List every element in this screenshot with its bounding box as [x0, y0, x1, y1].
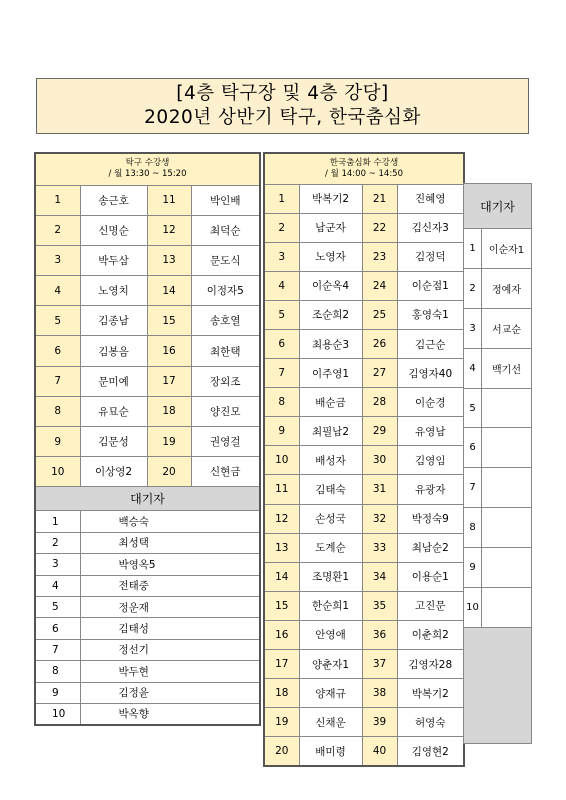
waiting-name: 박옥향	[80, 703, 260, 724]
student-name: 박복기2	[397, 679, 464, 708]
student-name: 배미령	[299, 737, 362, 766]
student-number: 26	[362, 329, 397, 358]
student-number: 6	[35, 336, 80, 366]
student-number: 16	[264, 620, 299, 649]
table-row	[264, 475, 464, 504]
waiting-row	[464, 308, 532, 348]
student-name: 권영걸	[191, 427, 260, 457]
waiting-name: 백승숙	[80, 511, 260, 532]
student-number: 10	[35, 457, 80, 487]
table-row	[264, 271, 464, 300]
student-number: 14	[264, 562, 299, 591]
waiting-number: 7	[35, 639, 80, 660]
student-name: 최덕순	[191, 215, 260, 245]
koreandance-waiting-header: 대기자	[464, 184, 532, 229]
student-number: 15	[264, 591, 299, 620]
waiting-number: 7	[464, 468, 482, 508]
student-name: 이주영1	[299, 359, 362, 388]
koreandance-header-title: 한국춤심화 수강생	[329, 157, 399, 168]
student-number: 35	[362, 591, 397, 620]
table-row	[264, 620, 464, 649]
student-name: 안영애	[299, 620, 362, 649]
table-row	[264, 300, 464, 329]
waiting-number: 10	[464, 588, 482, 628]
waiting-name: 박두현	[80, 661, 260, 682]
waiting-number: 1	[35, 511, 80, 532]
waiting-name: 이순자1	[482, 229, 532, 269]
table-row	[264, 242, 464, 271]
student-number: 12	[147, 215, 191, 245]
table-row	[264, 417, 464, 446]
student-name: 고진문	[397, 591, 464, 620]
table-row	[35, 427, 260, 457]
student-name: 김신자3	[397, 213, 464, 242]
table-row	[264, 184, 464, 213]
waiting-name	[482, 548, 532, 588]
student-name: 양재규	[299, 679, 362, 708]
student-name: 이순옥4	[299, 271, 362, 300]
table-row	[35, 215, 260, 245]
waiting-name: 백기선	[482, 348, 532, 388]
student-number: 3	[35, 245, 80, 275]
table-row	[35, 245, 260, 275]
student-name: 문도식	[191, 245, 260, 275]
student-number: 16	[147, 336, 191, 366]
student-number: 10	[264, 446, 299, 475]
table-row	[35, 366, 260, 396]
waiting-row	[464, 229, 532, 269]
student-name: 노영치	[80, 276, 147, 306]
student-name: 김근순	[397, 329, 464, 358]
waiting-number: 3	[35, 554, 80, 575]
student-number: 37	[362, 650, 397, 679]
waiting-number: 6	[35, 618, 80, 639]
student-number: 29	[362, 417, 397, 446]
waiting-filler	[464, 627, 532, 743]
student-name: 김봉음	[80, 336, 147, 366]
student-number: 2	[35, 215, 80, 245]
waiting-number: 5	[35, 596, 80, 617]
waiting-name	[482, 508, 532, 548]
student-name: 박인배	[191, 185, 260, 215]
table-row	[264, 329, 464, 358]
page-title: [4층 탁구장 및 4층 강당]	[176, 83, 389, 104]
student-name: 남군자	[299, 213, 362, 242]
student-name: 김종남	[80, 306, 147, 336]
waiting-row	[464, 348, 532, 388]
table-row	[35, 336, 260, 366]
student-number: 24	[362, 271, 397, 300]
student-number: 5	[264, 300, 299, 329]
tabletennis-header	[35, 153, 260, 185]
student-number: 6	[264, 329, 299, 358]
student-number: 9	[35, 427, 80, 457]
koreandance-header-time: / 월 14:00 ~ 14:50	[325, 168, 403, 179]
student-name: 박복기2	[299, 184, 362, 213]
waiting-number: 3	[464, 308, 482, 348]
student-name: 이순경	[397, 388, 464, 417]
student-name: 이순점1	[397, 271, 464, 300]
waiting-row	[464, 268, 532, 308]
student-number: 31	[362, 475, 397, 504]
waiting-row	[35, 661, 260, 682]
student-name: 최남순2	[397, 533, 464, 562]
student-number: 18	[147, 396, 191, 426]
waiting-number: 8	[464, 508, 482, 548]
table-tabletennis	[34, 152, 261, 726]
waiting-name: 김태성	[80, 618, 260, 639]
table-row	[264, 562, 464, 591]
student-number: 40	[362, 737, 397, 766]
koreandance-header	[264, 153, 464, 184]
waiting-number: 4	[35, 575, 80, 596]
table-row	[35, 306, 260, 336]
waiting-number: 5	[464, 388, 482, 428]
waiting-row	[35, 511, 260, 532]
waiting-row	[35, 554, 260, 575]
waiting-name	[482, 468, 532, 508]
student-number: 39	[362, 708, 397, 737]
table-row	[35, 457, 260, 487]
student-number: 20	[147, 457, 191, 487]
table-koreandance	[263, 152, 465, 767]
student-name: 문미예	[80, 366, 147, 396]
student-name: 박두삼	[80, 245, 147, 275]
student-name: 유광자	[397, 475, 464, 504]
waiting-row	[35, 682, 260, 703]
waiting-row	[35, 639, 260, 660]
waiting-number: 6	[464, 428, 482, 468]
waiting-number: 2	[464, 268, 482, 308]
tabletennis-header-title: 탁구 수강생	[125, 158, 170, 169]
table-row	[264, 213, 464, 242]
waiting-row	[464, 468, 532, 508]
student-number: 1	[35, 185, 80, 215]
student-number: 1	[264, 184, 299, 213]
student-number: 36	[362, 620, 397, 649]
waiting-name: 정예자	[482, 268, 532, 308]
student-name: 양진모	[191, 396, 260, 426]
student-number: 17	[264, 650, 299, 679]
student-name: 배순금	[299, 388, 362, 417]
student-number: 11	[147, 185, 191, 215]
student-name: 최필남2	[299, 417, 362, 446]
waiting-row	[35, 703, 260, 724]
student-number: 4	[264, 271, 299, 300]
student-number: 8	[264, 388, 299, 417]
student-name: 허영숙	[397, 708, 464, 737]
student-number: 11	[264, 475, 299, 504]
waiting-number: 1	[464, 229, 482, 269]
student-number: 33	[362, 533, 397, 562]
tabletennis-header-time: / 월 13:30 ~ 15:20	[108, 169, 187, 180]
student-number: 13	[264, 533, 299, 562]
student-name: 조명환1	[299, 562, 362, 591]
table-row	[264, 533, 464, 562]
student-name: 장외조	[191, 366, 260, 396]
student-number: 18	[264, 679, 299, 708]
student-number: 28	[362, 388, 397, 417]
student-number: 22	[362, 213, 397, 242]
waiting-row	[35, 575, 260, 596]
waiting-row	[464, 508, 532, 548]
table-row	[264, 446, 464, 475]
student-name: 유묘순	[80, 396, 147, 426]
waiting-number: 9	[464, 548, 482, 588]
student-name: 도계순	[299, 533, 362, 562]
student-name: 신명순	[80, 215, 147, 245]
table-row	[35, 396, 260, 426]
student-name: 배성자	[299, 446, 362, 475]
waiting-name: 최성택	[80, 532, 260, 553]
student-number: 38	[362, 679, 397, 708]
student-name: 손성국	[299, 504, 362, 533]
student-name: 최용순3	[299, 329, 362, 358]
student-name: 신채운	[299, 708, 362, 737]
waiting-number: 10	[35, 703, 80, 724]
student-name: 홍영숙1	[397, 300, 464, 329]
student-number: 13	[147, 245, 191, 275]
waiting-row	[464, 548, 532, 588]
student-number: 27	[362, 359, 397, 388]
waiting-name: 김정윤	[80, 682, 260, 703]
student-number: 19	[264, 708, 299, 737]
student-name: 이용순1	[397, 562, 464, 591]
table-row	[264, 650, 464, 679]
student-name: 김문성	[80, 427, 147, 457]
student-name: 송근호	[80, 185, 147, 215]
student-number: 9	[264, 417, 299, 446]
waiting-row	[464, 428, 532, 468]
table-row	[264, 504, 464, 533]
student-name: 유영남	[397, 417, 464, 446]
student-number: 12	[264, 504, 299, 533]
student-number: 15	[147, 306, 191, 336]
student-name: 이춘희2	[397, 620, 464, 649]
student-name: 김영자40	[397, 359, 464, 388]
student-name: 조순희2	[299, 300, 362, 329]
tabletennis-waiting-header: 대기자	[35, 487, 260, 511]
table-row	[264, 737, 464, 766]
table-row	[264, 388, 464, 417]
waiting-name: 정선기	[80, 639, 260, 660]
student-name: 양춘자1	[299, 650, 362, 679]
table-row	[264, 359, 464, 388]
table-koreandance-waiting	[463, 183, 532, 744]
student-number: 21	[362, 184, 397, 213]
student-name: 김영임	[397, 446, 464, 475]
waiting-name	[482, 428, 532, 468]
waiting-row	[35, 618, 260, 639]
student-name: 김영자28	[397, 650, 464, 679]
student-number: 20	[264, 737, 299, 766]
waiting-number: 8	[35, 661, 80, 682]
waiting-row	[35, 532, 260, 553]
page-subtitle: 2020년 상반기 탁구, 한국춤심화	[144, 107, 421, 128]
student-name: 이정자5	[191, 276, 260, 306]
student-number: 25	[362, 300, 397, 329]
student-name: 박정숙9	[397, 504, 464, 533]
waiting-number: 4	[464, 348, 482, 388]
student-number: 17	[147, 366, 191, 396]
student-name: 한순희1	[299, 591, 362, 620]
student-name: 이상영2	[80, 457, 147, 487]
student-name: 진혜영	[397, 184, 464, 213]
waiting-number: 2	[35, 532, 80, 553]
student-name: 송호열	[191, 306, 260, 336]
student-number: 5	[35, 306, 80, 336]
table-row	[35, 276, 260, 306]
waiting-name: 박영옥5	[80, 554, 260, 575]
student-number: 34	[362, 562, 397, 591]
student-name: 김태숙	[299, 475, 362, 504]
student-number: 30	[362, 446, 397, 475]
student-name: 김영현2	[397, 737, 464, 766]
waiting-name: 서교순	[482, 308, 532, 348]
page-title-box	[36, 78, 529, 134]
student-name: 김정덕	[397, 242, 464, 271]
waiting-row	[35, 596, 260, 617]
student-number: 19	[147, 427, 191, 457]
student-name: 신현금	[191, 457, 260, 487]
student-number: 2	[264, 213, 299, 242]
student-name: 노영자	[299, 242, 362, 271]
table-row	[264, 591, 464, 620]
student-number: 32	[362, 504, 397, 533]
waiting-name	[482, 388, 532, 428]
waiting-name: 정운재	[80, 596, 260, 617]
student-number: 8	[35, 396, 80, 426]
student-number: 3	[264, 242, 299, 271]
waiting-row	[464, 388, 532, 428]
student-number: 7	[264, 359, 299, 388]
table-row	[264, 679, 464, 708]
table-row	[264, 708, 464, 737]
student-name: 최한택	[191, 336, 260, 366]
student-number: 23	[362, 242, 397, 271]
waiting-row	[464, 588, 532, 628]
student-number: 14	[147, 276, 191, 306]
waiting-number: 9	[35, 682, 80, 703]
student-number: 7	[35, 366, 80, 396]
student-number: 4	[35, 276, 80, 306]
waiting-name: 전태중	[80, 575, 260, 596]
waiting-name	[482, 588, 532, 628]
table-row	[35, 185, 260, 215]
